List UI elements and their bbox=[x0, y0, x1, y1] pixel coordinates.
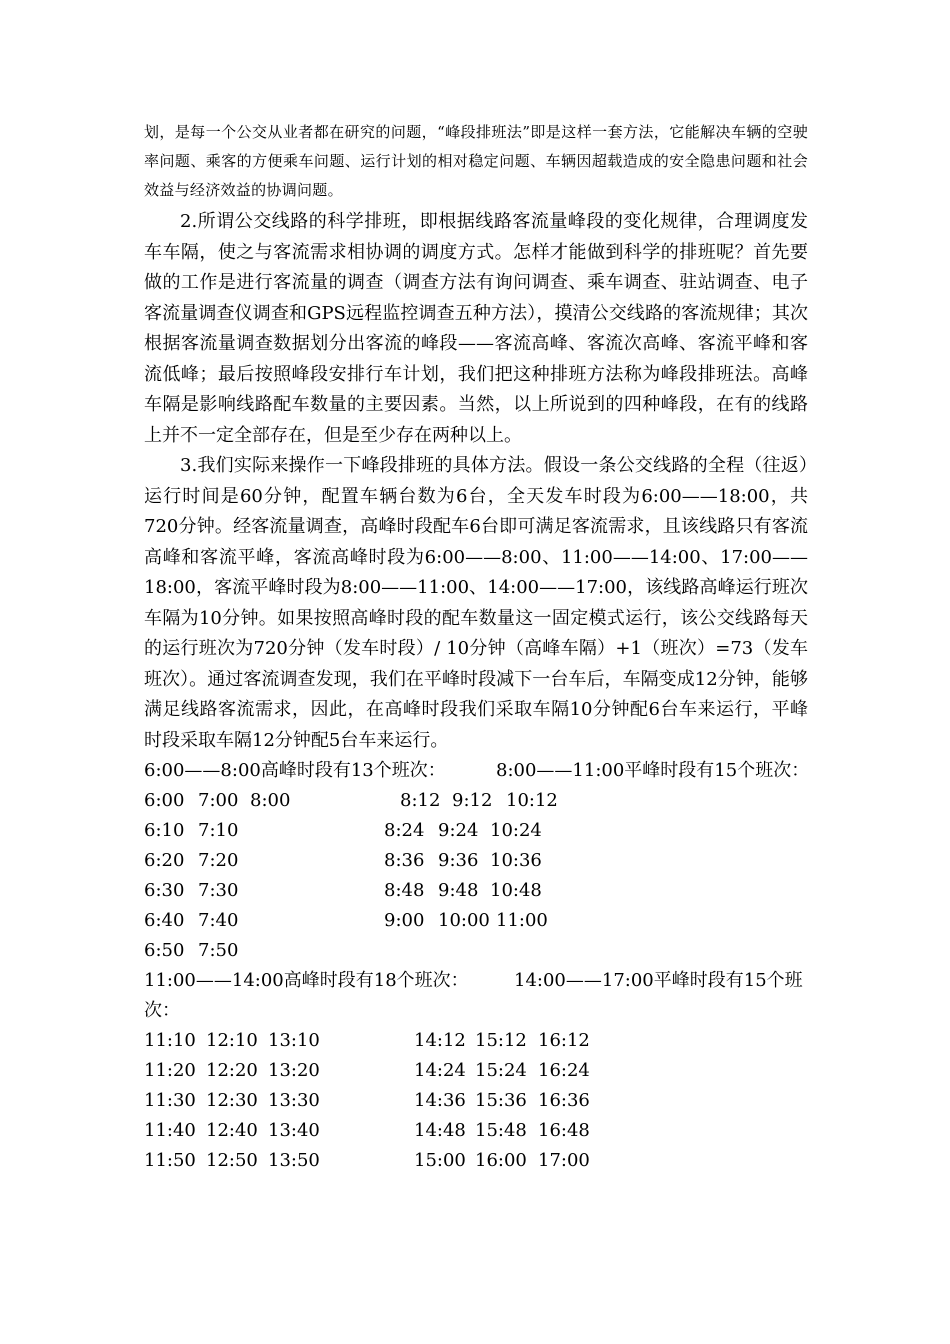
schedule-time: 16:00 bbox=[475, 1150, 527, 1171]
schedule-time: 7:30 bbox=[198, 880, 239, 901]
schedule-time: 8:36 bbox=[384, 850, 425, 871]
schedule-time: 14:36 bbox=[414, 1090, 466, 1111]
schedule-row bbox=[144, 1146, 808, 1176]
paragraph-3: 3.我们实际来操作一下峰段排班的具体方法。假设一条公交线路的全程（往返）运行时间是60分钟，配置车辆台数为6台，全天发车时段为6:00——18:00，共720分钟。经客流量调查，高峰时段配车6台即可满足客流需求，且该线路只有客流高峰和客流平峰，客流高峰时段为6:00——8:00、11:00——14:00、17:00——18:00，客流平峰时段为8:00——11:00、14:00——17:00，该线路高峰运行班次车隔为10分钟。如果按照高峰时段的配车数量这一固定模式运行，该公交线路每天的运行班次为720分钟（发车时段）/ 10分钟（高峰车隔）+1（班次）=73（发车班次）。通过客流调查发现，我们在平峰时段减下一台车后，车隔变成12分钟，能够满足线路客流需求，因此，在高峰时段我们采取车隔10分钟配6台车来运行，平峰时段采取车隔12分钟配5台车来运行。 bbox=[144, 455, 808, 751]
intro-paragraph: 划，是每一个公交从业者都在研究的问题，“峰段排班法”即是这样一套方法，它能解决车辆的空驶率问题、乘客的方便乘车问题、运行计划的相对稳定问题、车辆因超载造成的安全隐患问题和社会效益与经济效益的协调问题。 bbox=[144, 123, 808, 199]
schedule-time: 13:20 bbox=[268, 1060, 320, 1081]
schedule-time: 12:50 bbox=[206, 1150, 258, 1171]
schedule-row bbox=[144, 1026, 808, 1056]
schedule-row bbox=[144, 786, 808, 816]
schedule-1-right-heading: 8:00——11:00平峰时段有15个班次： bbox=[496, 760, 810, 781]
schedule-time: 6:00 bbox=[144, 790, 185, 811]
schedule-row bbox=[144, 876, 808, 906]
schedule-time: 9:48 bbox=[438, 880, 479, 901]
schedule-time: 10:12 bbox=[506, 790, 558, 811]
schedule-time: 15:00 bbox=[414, 1150, 466, 1171]
schedule-row bbox=[144, 816, 808, 846]
schedule-time: 11:20 bbox=[144, 1060, 196, 1081]
schedule-time: 16:48 bbox=[538, 1120, 590, 1141]
schedule-time: 11:40 bbox=[144, 1120, 196, 1141]
schedule-time: 8:48 bbox=[384, 880, 425, 901]
schedule-time: 15:12 bbox=[475, 1030, 527, 1051]
schedule-2-heading-row bbox=[144, 966, 808, 996]
schedule-time: 15:24 bbox=[475, 1060, 527, 1081]
schedule-time: 10:36 bbox=[490, 850, 542, 871]
schedule-time: 11:30 bbox=[144, 1090, 196, 1111]
schedule-time: 13:30 bbox=[268, 1090, 320, 1111]
schedule-time: 6:30 bbox=[144, 880, 185, 901]
schedule-time: 12:30 bbox=[206, 1090, 258, 1111]
schedule-time: 8:12 bbox=[400, 790, 441, 811]
document-body bbox=[144, 118, 808, 1176]
schedule-time: 7:20 bbox=[198, 850, 239, 871]
schedule-time: 17:00 bbox=[538, 1150, 590, 1171]
schedule-time: 6:50 bbox=[144, 940, 185, 961]
schedule-time: 7:50 bbox=[198, 940, 239, 961]
schedule-time: 8:24 bbox=[384, 820, 425, 841]
schedule-row bbox=[144, 1056, 808, 1086]
schedule-row bbox=[144, 846, 808, 876]
schedule-time: 14:24 bbox=[414, 1060, 466, 1081]
schedule-time: 12:20 bbox=[206, 1060, 258, 1081]
schedule-1-heading-row bbox=[144, 756, 808, 786]
schedule-time: 11:00 bbox=[496, 910, 548, 931]
schedule-time: 7:10 bbox=[198, 820, 239, 841]
schedule-row bbox=[144, 1086, 808, 1116]
schedule-time: 9:24 bbox=[438, 820, 479, 841]
schedule-time: 12:40 bbox=[206, 1120, 258, 1141]
schedule-time: 15:36 bbox=[475, 1090, 527, 1111]
schedule-row bbox=[144, 906, 808, 936]
schedule-time: 11:10 bbox=[144, 1030, 196, 1051]
schedule-time: 13:50 bbox=[268, 1150, 320, 1171]
schedule-time: 9:36 bbox=[438, 850, 479, 871]
paragraph-2: 2.所谓公交线路的科学排班，即根据线路客流量峰段的变化规律，合理调度发车车隔，使之与客流需求相协调的调度方式。怎样才能做到科学的排班呢？首先要做的工作是进行客流量的调查（调查方法有询问调查、乘车调查、驻站调查、电子客流量调查仪调查和GPS远程监控调查五种方法），摸清公交线路的客流规律；其次根据客流量调查数据划分出客流的峰段——客流高峰、客流次高峰、客流平峰和客流低峰；最后按照峰段安排行车计划，我们把这种排班方法称为峰段排班法。高峰车隔是影响线路配车数量的主要因素。当然，以上所说到的四种峰段，在有的线路上并不一定全部存在，但是至少存在两种以上。 bbox=[144, 211, 808, 446]
schedule-time: 6:40 bbox=[144, 910, 185, 931]
schedule-time: 10:00 bbox=[438, 910, 490, 931]
schedule-2-right-heading-end: 次： bbox=[144, 1000, 180, 1021]
schedule-time: 9:00 bbox=[384, 910, 425, 931]
schedule-row bbox=[144, 1116, 808, 1146]
schedule-time: 7:00 bbox=[198, 790, 239, 811]
schedule-time: 6:10 bbox=[144, 820, 185, 841]
schedule-time: 10:48 bbox=[490, 880, 542, 901]
schedule-time: 11:50 bbox=[144, 1150, 196, 1171]
schedule-time: 13:40 bbox=[268, 1120, 320, 1141]
schedule-time: 13:10 bbox=[268, 1030, 320, 1051]
schedule-time: 9:12 bbox=[452, 790, 493, 811]
schedule-2-heading-continuation bbox=[144, 996, 808, 1026]
schedule-time: 16:36 bbox=[538, 1090, 590, 1111]
schedule-time: 6:20 bbox=[144, 850, 185, 871]
schedule-time: 14:12 bbox=[414, 1030, 466, 1051]
schedule-time: 8:00 bbox=[250, 790, 291, 811]
schedule-time: 14:48 bbox=[414, 1120, 466, 1141]
schedule-time: 16:24 bbox=[538, 1060, 590, 1081]
schedule-time: 16:12 bbox=[538, 1030, 590, 1051]
schedule-row bbox=[144, 936, 808, 966]
schedule-1-left-heading: 6:00——8:00高峰时段有13个班次： bbox=[144, 760, 446, 781]
schedule-time: 12:10 bbox=[206, 1030, 258, 1051]
schedule-2-left-heading: 11:00——14:00高峰时段有18个班次： bbox=[144, 970, 469, 991]
schedule-time: 15:48 bbox=[475, 1120, 527, 1141]
schedule-time: 10:24 bbox=[490, 820, 542, 841]
schedule-time: 7:40 bbox=[198, 910, 239, 931]
schedule-2-right-heading: 14:00——17:00平峰时段有15个班 bbox=[514, 970, 803, 991]
